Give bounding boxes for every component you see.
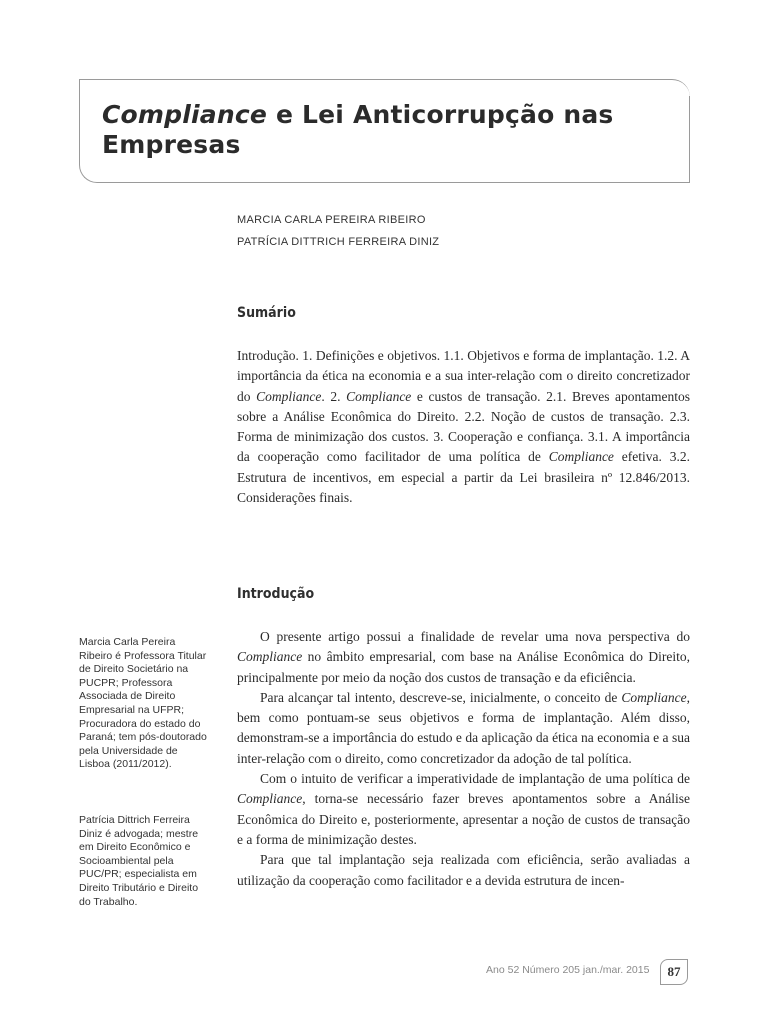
text-segment: O presente artigo possui a finalidade de revelar uma nova perspectiva do [260, 629, 690, 644]
text-segment: Para alcançar tal intento, descreve-se, inicialmente, o conceito de [260, 689, 622, 705]
paragraph [237, 769, 690, 850]
text-segment: Com o intuito de verificar a imperatividade de implantação de uma política de [260, 771, 690, 787]
text-segment: , torna-se necessário fazer breves apontamentos sobre a Análise Econômica do Direito e, posteriormente, apresentar a noção de custos de transação e a forma de minimização destes. [237, 791, 690, 847]
text-segment: , bem como pontuam-se seus objetivos e forma de implantação. Além disso, demonstram-se a importância do estudo e da aplicação da ética na economia e a sua inter-relação com o direito, como concretizador da adoção de tal política. [237, 689, 690, 766]
summary-segment: Compliance [346, 388, 412, 404]
summary-segment: Compliance [548, 449, 614, 465]
paragraph [237, 688, 690, 769]
text-segment: no âmbito empresarial, com base na Análise Econômica do Direito, principalmente por meio da noção dos custos de transação e da eficiência. [237, 649, 690, 685]
author-bio: Marcia Carla Pereira Ribeiro é Professora Titular de Direito Societário na PUCPR; Professora Associada de Direito Empresarial na UFPR; Procuradora do estado do Paraná; tem pós-doutorado pela Universidade de Lisboa (2011/2012). [79, 636, 207, 771]
summary-segment: e custos de transação. 2.1. Breves apontamentos sobre a Análise Econômica do Direito. 2.2. Noção de custos de transação. 2.3. Forma de minimização dos custos. 3. Cooperação e confiança. 3.1. A importância da cooperação como facilitador de uma política de [237, 388, 691, 465]
author-name: MARCIA CARLA PEREIRA RIBEIRO [237, 214, 426, 226]
paragraph [237, 627, 690, 688]
summary-segment: . 2. [321, 388, 347, 404]
author-list [237, 209, 439, 253]
issue-info: Ano 52 Número 205 jan./mar. 2015 [486, 964, 650, 976]
text-segment: Compliance [237, 649, 303, 665]
page-number: 87 [660, 959, 688, 985]
introduction-heading: Introdução [237, 586, 315, 602]
summary-segment: Introdução. 1. Definições e objetivos. 1.1. Objetivos e forma de implantação. 1.2. A importância da ética na economia e a sua inter-relação com o direito concretizador do [237, 348, 690, 404]
title-rest: e Lei Anticorrupção nas Empresas [102, 100, 614, 159]
text-segment: Compliance [621, 689, 687, 705]
summary-segment: efetiva. 3.2. Estrutura de incentivos, em especial a partir da Lei brasileira nº 12.846/2013. Considerações finais. [237, 449, 690, 506]
summary-text [237, 346, 690, 508]
article-title [102, 100, 672, 160]
author-bio: Patrícia Dittrich Ferreira Diniz é advogada; mestre em Direito Econômico e Socioambiental pela PUC/PR; especialista em Direito Tributário e Direito do Trabalho. [79, 814, 199, 908]
paragraph: Para que tal implantação seja realizada com eficiência, serão avaliadas a utilização da cooperação como facilitador e a devida estrutura de incen- [237, 852, 690, 888]
text-segment: Compliance [237, 791, 303, 807]
title-italic: Compliance [102, 100, 268, 129]
author-name: PATRÍCIA DITTRICH FERREIRA DINIZ [237, 236, 440, 248]
summary-segment: Compliance [256, 388, 322, 404]
introduction-body [237, 627, 690, 891]
summary-heading: Sumário [237, 305, 296, 321]
title-box [79, 79, 690, 183]
